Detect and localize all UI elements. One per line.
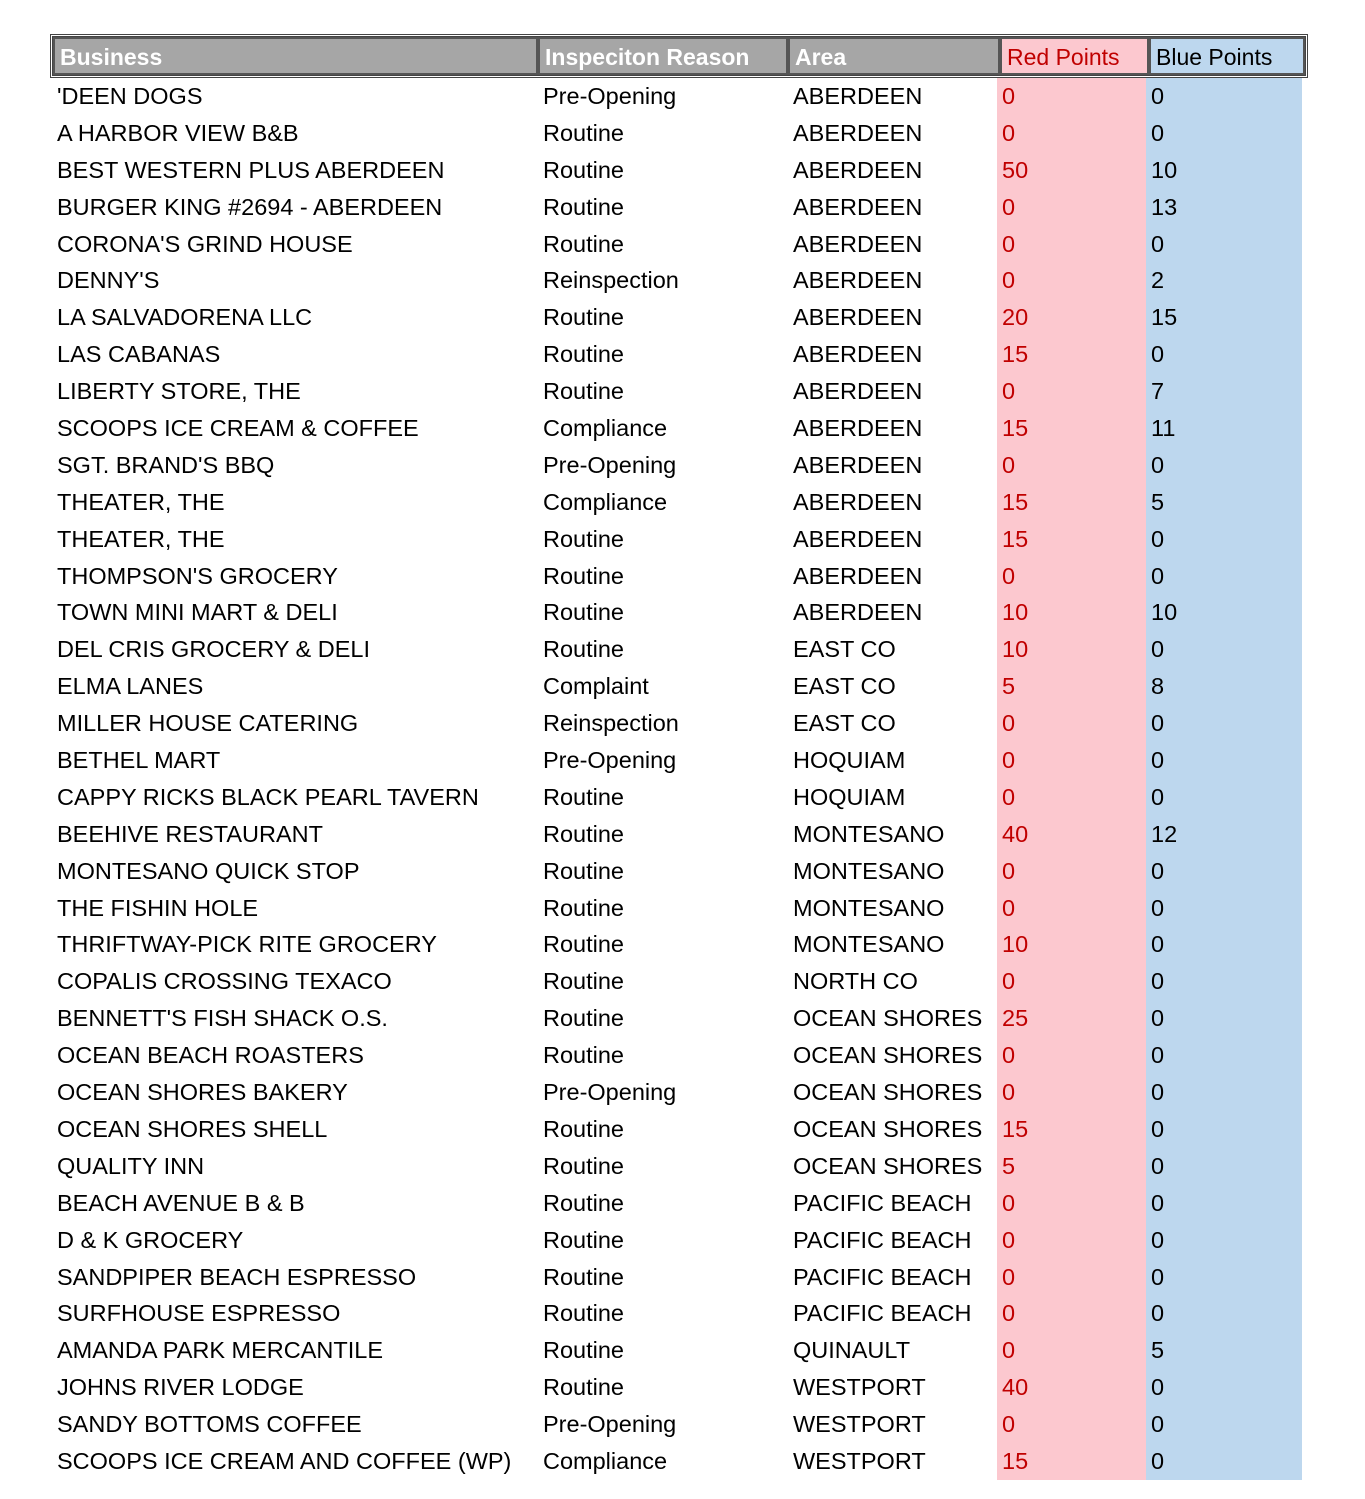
red-points-cell: 20	[997, 299, 1146, 336]
area-cell: ABERDEEN	[793, 488, 923, 515]
table-row	[50, 1000, 1308, 1037]
table-row	[50, 705, 1308, 742]
reason-cell: Routine	[543, 193, 624, 220]
reason-cell: Complaint	[543, 673, 649, 700]
red-points-cell: 5	[997, 1148, 1146, 1185]
blue-points-cell: 0	[1146, 853, 1302, 890]
red-points-cell: 0	[997, 1332, 1146, 1369]
business-cell: OCEAN SHORES SHELL	[57, 1115, 328, 1142]
blue-points-cell: 0	[1146, 705, 1302, 742]
blue-points-cell: 0	[1146, 1259, 1302, 1296]
business-cell: COPALIS CROSSING TEXACO	[57, 968, 392, 995]
reason-cell: Routine	[543, 1042, 624, 1069]
reason-cell: Routine	[543, 525, 624, 552]
business-cell: BENNETT'S FISH SHACK O.S.	[57, 1005, 388, 1032]
reason-cell: Routine	[543, 341, 624, 368]
blue-points-cell: 0	[1146, 115, 1302, 152]
business-cell: A HARBOR VIEW B&B	[57, 119, 299, 146]
blue-points-cell: 0	[1146, 1185, 1302, 1222]
blue-points-cell: 0	[1146, 1295, 1302, 1332]
table-row	[50, 558, 1308, 595]
reason-cell: Pre-Opening	[543, 747, 677, 774]
table-row	[50, 668, 1308, 705]
table-row	[50, 484, 1308, 521]
red-points-cell: 0	[997, 705, 1146, 742]
blue-points-cell: 0	[1146, 742, 1302, 779]
area-cell: ABERDEEN	[793, 451, 923, 478]
table-row	[50, 926, 1308, 963]
reason-cell: Routine	[543, 119, 624, 146]
red-points-cell: 0	[997, 1295, 1146, 1332]
table-row	[50, 447, 1308, 484]
blue-points-cell: 10	[1146, 152, 1302, 189]
table-row	[50, 1259, 1308, 1296]
reason-cell: Routine	[543, 378, 624, 405]
blue-points-cell: 0	[1146, 78, 1302, 115]
red-points-cell: 25	[997, 1000, 1146, 1037]
blue-points-cell: 0	[1146, 1000, 1302, 1037]
table-body	[50, 78, 1308, 1480]
table-row	[50, 1148, 1308, 1185]
blue-points-cell: 15	[1146, 299, 1302, 336]
reason-cell: Pre-Opening	[543, 1411, 677, 1438]
business-cell: QUALITY INN	[57, 1152, 205, 1179]
table-row	[50, 373, 1308, 410]
reason-cell: Reinspection	[543, 710, 679, 737]
red-points-cell: 10	[997, 926, 1146, 963]
business-cell: SANDPIPER BEACH ESPRESSO	[57, 1263, 417, 1290]
table-header-row	[50, 34, 1308, 78]
table-row	[50, 189, 1308, 226]
table-row	[50, 1222, 1308, 1259]
table-row	[50, 1295, 1308, 1332]
blue-points-cell: 0	[1146, 521, 1302, 558]
red-points-cell: 0	[997, 1222, 1146, 1259]
area-cell: MONTESANO	[793, 931, 945, 958]
table-row	[50, 1111, 1308, 1148]
reason-cell: Routine	[543, 156, 624, 183]
table-row	[50, 115, 1308, 152]
area-cell: OCEAN SHORES	[793, 1042, 983, 1069]
business-cell: BEST WESTERN PLUS ABERDEEN	[57, 156, 445, 183]
area-cell: ABERDEEN	[793, 83, 923, 109]
blue-points-cell: 0	[1146, 336, 1302, 373]
business-cell: TOWN MINI MART & DELI	[57, 599, 338, 626]
area-cell: WESTPORT	[793, 1447, 926, 1474]
table-row	[50, 1406, 1308, 1443]
red-points-cell: 0	[997, 742, 1146, 779]
blue-points-cell: 0	[1146, 1369, 1302, 1406]
reason-cell: Reinspection	[543, 267, 679, 294]
red-points-cell: 0	[997, 262, 1146, 299]
business-cell: BEACH AVENUE B & B	[57, 1189, 305, 1216]
red-points-cell: 0	[997, 373, 1146, 410]
blue-points-cell: 0	[1146, 1406, 1302, 1443]
red-points-cell: 0	[997, 189, 1146, 226]
reason-cell: Routine	[543, 1263, 624, 1290]
reason-cell: Routine	[543, 1115, 624, 1142]
red-points-cell: 15	[997, 410, 1146, 447]
red-points-cell: 0	[997, 447, 1146, 484]
business-cell: SANDY BOTTOMS COFFEE	[57, 1411, 362, 1438]
reason-cell: Routine	[543, 1189, 624, 1216]
reason-cell: Routine	[543, 1152, 624, 1179]
blue-points-cell: 0	[1146, 447, 1302, 484]
table-row	[50, 1332, 1308, 1369]
red-points-cell: 0	[997, 558, 1146, 595]
red-points-cell: 5	[997, 668, 1146, 705]
area-cell: ABERDEEN	[793, 230, 923, 257]
reason-cell: Routine	[543, 857, 624, 884]
area-cell: EAST CO	[793, 636, 896, 663]
table-row	[50, 1443, 1308, 1480]
red-points-cell: 15	[997, 1443, 1146, 1480]
area-cell: OCEAN SHORES	[793, 1115, 983, 1142]
area-cell: PACIFIC BEACH	[793, 1189, 972, 1216]
area-cell: EAST CO	[793, 710, 896, 737]
reason-cell: Routine	[543, 931, 624, 958]
blue-points-cell: 10	[1146, 594, 1302, 631]
red-points-cell: 15	[997, 484, 1146, 521]
area-cell: PACIFIC BEACH	[793, 1263, 972, 1290]
business-cell: SCOOPS ICE CREAM & COFFEE	[57, 415, 419, 442]
table-row	[50, 631, 1308, 668]
blue-points-cell: 0	[1146, 226, 1302, 263]
blue-points-cell: 0	[1146, 779, 1302, 816]
red-points-cell: 50	[997, 152, 1146, 189]
business-cell: ELMA LANES	[57, 673, 204, 700]
area-cell: ABERDEEN	[793, 267, 923, 294]
reason-cell: Compliance	[543, 1447, 668, 1474]
red-points-cell: 0	[997, 1185, 1146, 1222]
area-cell: ABERDEEN	[793, 341, 923, 368]
business-cell: CAPPY RICKS BLACK PEARL TAVERN	[57, 783, 479, 810]
blue-points-cell: 5	[1146, 1332, 1302, 1369]
reason-cell: Routine	[543, 1300, 624, 1327]
area-cell: ABERDEEN	[793, 525, 923, 552]
area-cell: WESTPORT	[793, 1374, 926, 1401]
table-row	[50, 152, 1308, 189]
area-cell: ABERDEEN	[793, 156, 923, 183]
reason-cell: Compliance	[543, 488, 668, 515]
reason-cell: Routine	[543, 968, 624, 995]
business-cell: JOHNS RIVER LODGE	[57, 1374, 304, 1401]
table-row	[50, 336, 1308, 373]
blue-points-cell: 0	[1146, 1148, 1302, 1185]
table-row	[50, 521, 1308, 558]
business-cell: 'DEEN DOGS	[57, 83, 203, 109]
area-cell: HOQUIAM	[793, 783, 906, 810]
business-cell: THRIFTWAY-PICK RITE GROCERY	[57, 931, 437, 958]
business-cell: BETHEL MART	[57, 747, 221, 774]
area-cell: HOQUIAM	[793, 747, 906, 774]
business-cell: THEATER, THE	[57, 488, 225, 515]
area-cell: ABERDEEN	[793, 415, 923, 442]
blue-points-cell: 0	[1146, 1111, 1302, 1148]
table-row	[50, 299, 1308, 336]
table-row	[50, 853, 1308, 890]
inspection-table	[50, 34, 1308, 1480]
area-cell: MONTESANO	[793, 894, 945, 921]
red-points-cell: 0	[997, 1074, 1146, 1111]
reason-cell: Routine	[543, 636, 624, 663]
business-cell: MONTESANO QUICK STOP	[57, 857, 360, 884]
business-cell: SGT. BRAND'S BBQ	[57, 451, 275, 478]
business-cell: CORONA'S GRIND HOUSE	[57, 230, 353, 257]
area-cell: MONTESANO	[793, 820, 945, 847]
area-cell: ABERDEEN	[793, 378, 923, 405]
table-row	[50, 594, 1308, 631]
reason-cell: Routine	[543, 783, 624, 810]
red-points-cell: 0	[997, 779, 1146, 816]
area-cell: PACIFIC BEACH	[793, 1226, 972, 1253]
area-cell: OCEAN SHORES	[793, 1152, 983, 1179]
blue-points-cell: 0	[1146, 558, 1302, 595]
blue-points-cell: 12	[1146, 816, 1302, 853]
area-cell: NORTH CO	[793, 968, 918, 995]
reason-cell: Routine	[543, 894, 624, 921]
blue-points-cell: 11	[1146, 410, 1302, 447]
red-points-cell: 0	[997, 1406, 1146, 1443]
reason-cell: Compliance	[543, 415, 668, 442]
blue-points-cell: 8	[1146, 668, 1302, 705]
area-cell: ABERDEEN	[793, 193, 923, 220]
red-points-cell: 0	[997, 1037, 1146, 1074]
table-row	[50, 226, 1308, 263]
reason-cell: Routine	[543, 820, 624, 847]
reason-cell: Routine	[543, 599, 624, 626]
red-points-cell: 0	[997, 115, 1146, 152]
reason-cell: Routine	[543, 1005, 624, 1032]
business-cell: THEATER, THE	[57, 525, 225, 552]
table-row	[50, 78, 1308, 115]
business-cell: OCEAN BEACH ROASTERS	[57, 1042, 364, 1069]
business-cell: AMANDA PARK MERCANTILE	[57, 1337, 384, 1364]
red-points-cell: 0	[997, 890, 1146, 927]
area-cell: ABERDEEN	[793, 562, 923, 589]
area-cell: OCEAN SHORES	[793, 1079, 983, 1106]
blue-points-cell: 0	[1146, 1037, 1302, 1074]
area-cell: WESTPORT	[793, 1411, 926, 1438]
business-cell: LA SALVADORENA LLC	[57, 304, 313, 331]
table-row	[50, 1185, 1308, 1222]
area-cell: ABERDEEN	[793, 119, 923, 146]
table-row	[50, 890, 1308, 927]
area-cell: QUINAULT	[793, 1337, 911, 1364]
reason-cell: Pre-Opening	[543, 1079, 677, 1106]
red-points-cell: 0	[997, 226, 1146, 263]
reason-cell: Routine	[543, 230, 624, 257]
reason-cell: Routine	[543, 1374, 624, 1401]
business-cell: OCEAN SHORES BAKERY	[57, 1079, 348, 1106]
table-row	[50, 410, 1308, 447]
red-points-cell: 0	[997, 853, 1146, 890]
header-red-points: Red Points	[1000, 37, 1149, 75]
red-points-cell: 15	[997, 521, 1146, 558]
header-area: Area	[788, 37, 1000, 75]
reason-cell: Pre-Opening	[543, 83, 677, 109]
business-cell: THOMPSON'S GROCERY	[57, 562, 338, 589]
table-row	[50, 1369, 1308, 1406]
red-points-cell: 10	[997, 594, 1146, 631]
blue-points-cell: 0	[1146, 1074, 1302, 1111]
business-cell: LIBERTY STORE, THE	[57, 378, 301, 405]
business-cell: THE FISHIN HOLE	[57, 894, 259, 921]
red-points-cell: 40	[997, 1369, 1146, 1406]
area-cell: MONTESANO	[793, 857, 945, 884]
header-inspection-reason: Inspeciton Reason	[538, 37, 788, 75]
area-cell: ABERDEEN	[793, 304, 923, 331]
header-blue-points: Blue Points	[1149, 37, 1305, 75]
blue-points-cell: 0	[1146, 890, 1302, 927]
red-points-cell: 10	[997, 631, 1146, 668]
header-business: Business	[53, 37, 538, 75]
area-cell: PACIFIC BEACH	[793, 1300, 972, 1327]
reason-cell: Routine	[543, 1226, 624, 1253]
business-cell: SURFHOUSE ESPRESSO	[57, 1300, 341, 1327]
blue-points-cell: 7	[1146, 373, 1302, 410]
blue-points-cell: 0	[1146, 631, 1302, 668]
reason-cell: Pre-Opening	[543, 451, 677, 478]
blue-points-cell: 0	[1146, 963, 1302, 1000]
table-row	[50, 779, 1308, 816]
blue-points-cell: 0	[1146, 1222, 1302, 1259]
business-cell: BURGER KING #2694 - ABERDEEN	[57, 193, 443, 220]
table-row	[50, 742, 1308, 779]
red-points-cell: 0	[997, 963, 1146, 1000]
blue-points-cell: 0	[1146, 1443, 1302, 1480]
business-cell: BEEHIVE RESTAURANT	[57, 820, 323, 847]
table-row	[50, 963, 1308, 1000]
blue-points-cell: 2	[1146, 262, 1302, 299]
table-row	[50, 262, 1308, 299]
blue-points-cell: 5	[1146, 484, 1302, 521]
reason-cell: Routine	[543, 1337, 624, 1364]
blue-points-cell: 0	[1146, 926, 1302, 963]
blue-points-cell: 13	[1146, 189, 1302, 226]
area-cell: EAST CO	[793, 673, 896, 700]
business-cell: D & K GROCERY	[57, 1226, 244, 1253]
area-cell: ABERDEEN	[793, 599, 923, 626]
business-cell: LAS CABANAS	[57, 341, 221, 368]
table-row	[50, 1074, 1308, 1111]
red-points-cell: 0	[997, 1259, 1146, 1296]
business-cell: DEL CRIS GROCERY & DELI	[57, 636, 370, 663]
reason-cell: Routine	[543, 304, 624, 331]
red-points-cell: 0	[997, 78, 1146, 115]
business-cell: DENNY'S	[57, 267, 160, 294]
red-points-cell: 15	[997, 1111, 1146, 1148]
area-cell: OCEAN SHORES	[793, 1005, 983, 1032]
reason-cell: Routine	[543, 562, 624, 589]
table-row	[50, 816, 1308, 853]
red-points-cell: 15	[997, 336, 1146, 373]
table-row	[50, 1037, 1308, 1074]
business-cell: MILLER HOUSE CATERING	[57, 710, 359, 737]
red-points-cell: 40	[997, 816, 1146, 853]
business-cell: SCOOPS ICE CREAM AND COFFEE (WP)	[57, 1447, 512, 1474]
